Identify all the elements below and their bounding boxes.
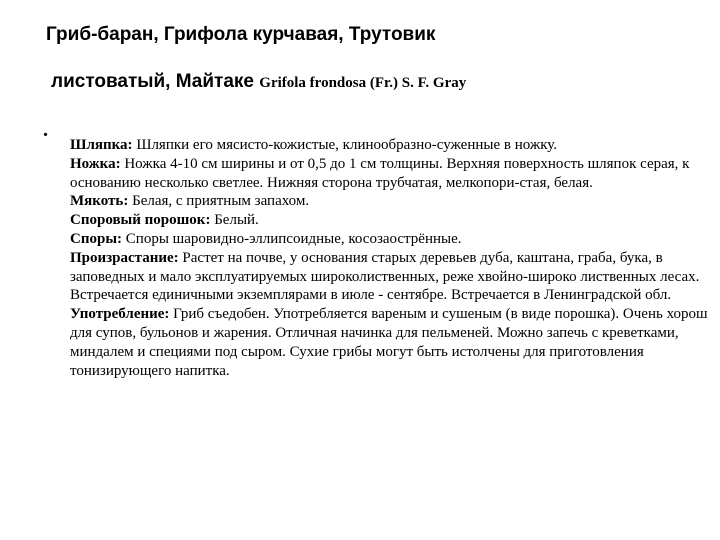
page-title: [46, 24, 435, 46]
section-usage: [70, 305, 710, 380]
section-spores: [70, 230, 710, 249]
section-cap: [70, 136, 710, 155]
latin-name: Grifola frondosa (Fr.) S. F. Gray: [259, 75, 467, 91]
section-text: Белый.: [210, 212, 259, 229]
section-text: Ножка 4-10 см ширины и от 0,5 до 1 см толщины. Верхняя поверхность шляпок серая, к основанию несколько светлее. Нижняя сторона трубчатая, мелкопори-стая, белая.: [70, 155, 690, 191]
section-text: Гриб съедобен. Употребляется вареным и сушеным (в виде порошка). Очень хорош для супов, бульонов и жарения. Отличная начинка для пельменей. Можно запечь с креветками, миндалем и специями под сыром. Сухие грибы могут быть истолчены для приготовления тонизирующего напитка.: [70, 306, 708, 379]
bullet-marker: .: [43, 119, 48, 141]
section-term: Произрастание:: [70, 249, 179, 266]
section-term: Мякоть:: [70, 193, 129, 210]
section-text: Споры шаровидно-эллипсоидные, косозаострённые.: [122, 230, 462, 247]
section-text: Шляпки его мясисто-кожистые, клинообразно-суженные в ножку.: [132, 137, 558, 153]
page-title-continued: [51, 71, 466, 93]
section-habitat: [70, 249, 710, 305]
section-flesh: [70, 192, 710, 211]
section-stem: [70, 155, 710, 193]
section-term: Употребление:: [70, 306, 170, 323]
section-term: Споровый порошок:: [70, 212, 211, 229]
description-body: [70, 136, 710, 380]
title-line-2: листоватый, Майтаке: [51, 71, 254, 92]
section-term: Споры:: [70, 230, 123, 247]
section-spore-powder: [70, 211, 710, 230]
section-text: Белая, с приятным запахом.: [128, 193, 310, 210]
section-term: Шляпка:: [70, 137, 133, 153]
title-line-1: Гриб-баран, Грифола курчавая, Трутовик: [46, 24, 436, 45]
section-text: Растет на почве, у основания старых деревьев дуба, каштана, граба, бука, в заповедных и мало эксплуатируемых широколиственных, реже хвойно-широко лиственных лесах. Встречается единичными экземплярами в июле - сентябре. Встречается в Ленинградской обл.: [70, 249, 700, 304]
section-term: Ножка:: [70, 155, 121, 172]
